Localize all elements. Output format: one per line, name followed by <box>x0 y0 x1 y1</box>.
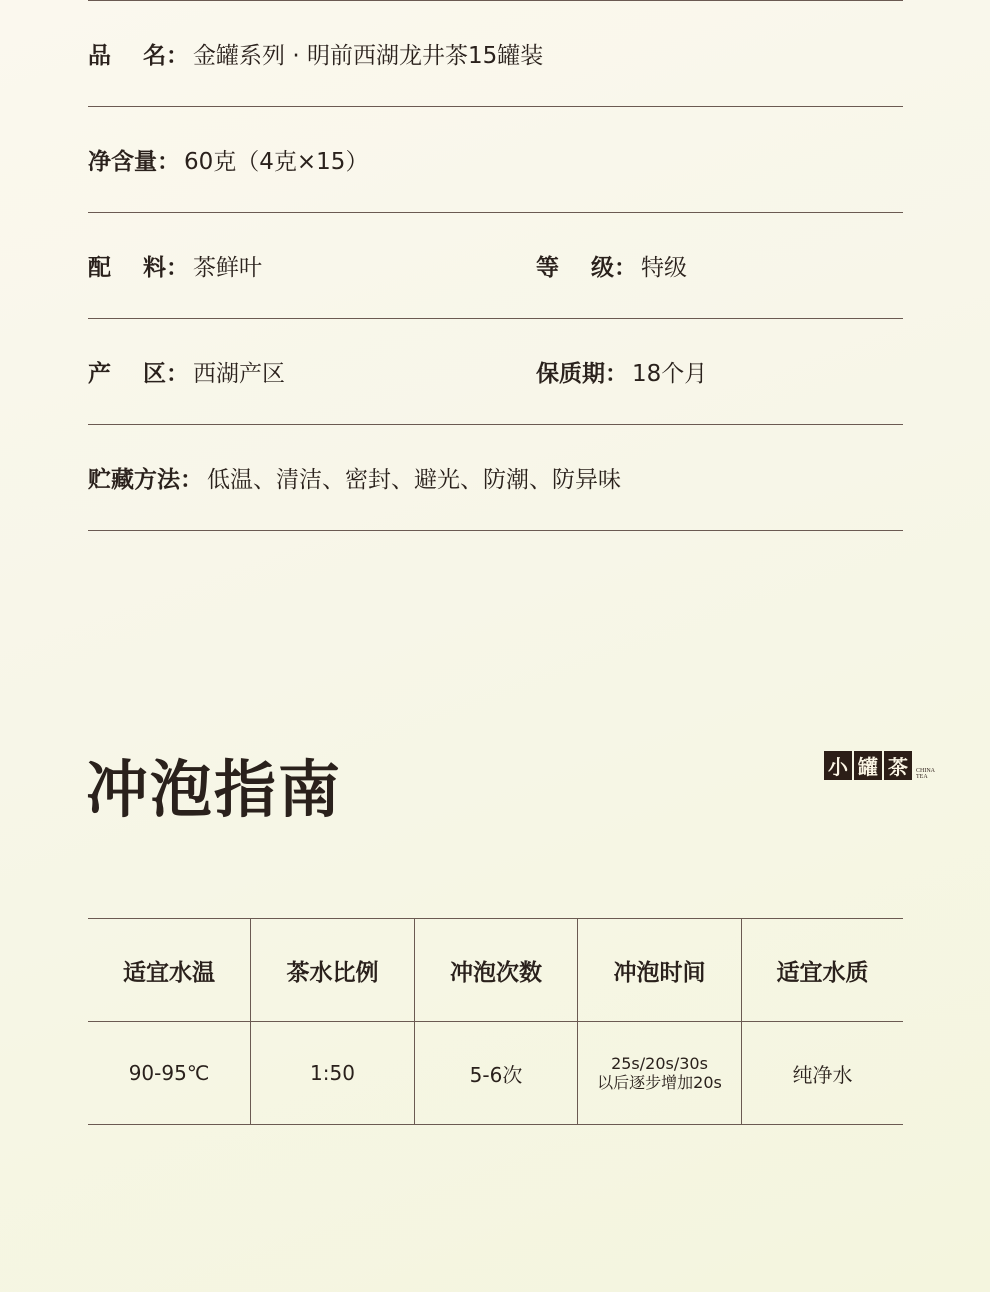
spec-row-origin-shelf <box>88 319 903 425</box>
spec-row-net <box>88 107 903 213</box>
spec-value: 18个月 <box>632 361 708 387</box>
header-steep-time: 冲泡时间 <box>578 919 742 1022</box>
spec-row-storage <box>88 425 903 531</box>
brewing-guide-table <box>88 918 903 1125</box>
spec-shelf-life <box>536 319 707 424</box>
spec-label: 净含量： <box>88 149 180 175</box>
logo-char: 罐 <box>854 751 882 780</box>
spec-net-content <box>88 107 368 212</box>
logo-subtext <box>916 768 935 780</box>
spec-ingredients <box>88 213 262 318</box>
spec-row-ingredients-grade <box>88 213 903 319</box>
spec-label: 贮藏方法： <box>88 467 203 493</box>
cell-tea-water-ratio: 1:50 <box>251 1022 415 1125</box>
spec-value: 茶鲜叶 <box>193 255 263 281</box>
spec-label: 产 区： <box>88 361 190 387</box>
spec-value: 西湖产区 <box>193 361 286 387</box>
spec-label: 等 级： <box>536 255 638 281</box>
spec-label: 配 料： <box>88 255 190 281</box>
spec-storage <box>88 425 621 530</box>
product-specs <box>88 0 903 531</box>
brand-logo <box>824 750 935 780</box>
spec-name <box>88 1 543 106</box>
logo-char: 小 <box>824 751 852 780</box>
header-tea-water-ratio: 茶水比例 <box>251 919 415 1022</box>
spec-value: 特级 <box>641 255 688 281</box>
spec-grade <box>536 213 687 318</box>
cell-steep-time <box>578 1022 742 1125</box>
logo-char: 茶 <box>884 751 912 780</box>
spec-label: 品 名： <box>88 43 190 69</box>
logo-sub-line: TEA <box>916 774 928 780</box>
header-water-quality: 适宜水质 <box>742 919 904 1022</box>
steep-time-line: 25s/20s/30s <box>611 1054 708 1073</box>
steep-time-line: 以后逐步增加20s <box>597 1073 722 1092</box>
cell-steep-count: 5-6次 <box>415 1022 578 1125</box>
logo-sub-line: CHINA <box>916 768 935 774</box>
header-water-temp: 适宜水温 <box>88 919 251 1022</box>
spec-label: 保质期： <box>536 361 628 387</box>
header-steep-count: 冲泡次数 <box>415 919 578 1022</box>
table-header-row <box>88 919 903 1022</box>
spec-value: 60克（4克×15） <box>184 149 369 175</box>
spec-value: 低温、清洁、密封、避光、防潮、防异味 <box>207 467 621 493</box>
cell-water-quality: 纯净水 <box>742 1022 904 1125</box>
spec-row-name <box>88 0 903 107</box>
spec-value: 金罐系列 · 明前西湖龙井茶15罐装 <box>193 43 544 69</box>
cell-water-temp: 90-95℃ <box>88 1022 251 1125</box>
spec-origin <box>88 319 285 424</box>
brewing-guide-title: 冲泡指南 <box>86 753 343 826</box>
table-row <box>88 1022 903 1125</box>
